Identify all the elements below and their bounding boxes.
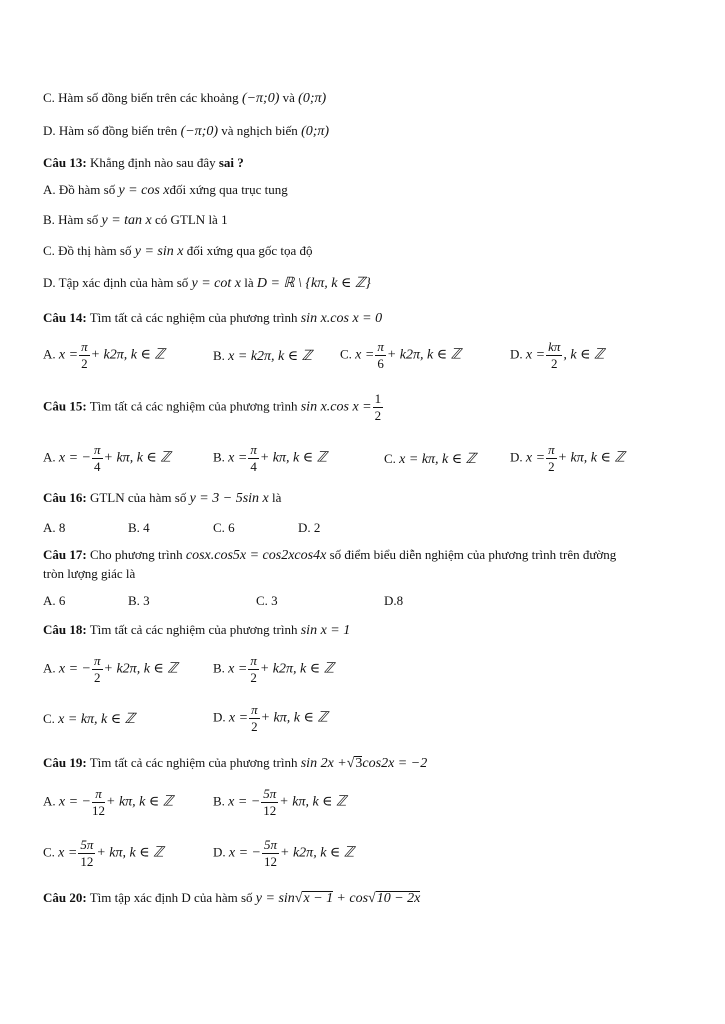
option-text: D. Hàm số đồng biến trên [43,123,178,138]
math-expr: x = [58,845,78,861]
radicand: 3 [355,756,363,771]
fraction [249,703,260,734]
numerator: π [377,339,384,354]
fraction [92,654,103,685]
fraction [79,340,90,371]
option-text: B. Hàm số [43,212,99,227]
denominator: 4 [94,459,101,474]
numerator: 5π [80,837,94,852]
math-expr: , k ∈ ℤ [563,347,605,363]
option-label: A. [43,660,56,676]
math-expr: sin x.cos x = 0 [300,311,383,326]
fraction [261,787,278,818]
question-text: Tìm tất cả các nghiệm của phương trình [89,755,298,770]
fraction [262,838,279,869]
question-number: Câu 15: [43,398,87,414]
fraction [546,443,557,474]
math-expr: y = 3 − 5sin x [189,491,269,506]
numerator: π [94,442,101,457]
option-label: A. [43,793,56,809]
denominator: 12 [80,854,94,869]
math-interval: (−π;0) [241,91,280,106]
radicand: 10 − 2x [376,891,421,906]
q19-option-a [43,787,173,818]
denominator: 4 [250,459,257,474]
option-label: B. [213,449,225,465]
q18-option-a [43,654,178,685]
math-expr: y = sin x [134,244,184,259]
q17-option-d: D.8 [384,593,404,608]
q15-option-d [510,443,625,474]
math-expr: y = cos x [118,183,170,198]
math-expr: x = [525,347,546,363]
math-expr: y = cot x [191,276,241,291]
q14-option-b [213,348,312,365]
denominator: 2 [550,356,558,371]
option-label: D. [510,346,523,362]
q19-option-d [213,838,354,869]
question-text: Tìm tất cả các nghiệm của phương trình [89,622,298,637]
math-expr: sin 2x + [300,756,347,771]
math-expr: y = tan x [101,213,152,228]
denominator: 12 [264,854,277,869]
math-expr: D = ℝ \ {kπ, k ∈ ℤ} [256,276,371,291]
math-expr: x = [58,347,79,363]
question-text: là [272,490,282,505]
question-14 [43,310,382,327]
q15-option-c [384,451,476,468]
fraction [546,340,562,371]
math-expr: sin x = 1 [300,623,351,638]
question-text: Tìm tất cả các nghiệm của phương trình [89,310,298,325]
numerator: kπ [548,339,561,354]
q16-option-b: B. 4 [128,520,150,535]
option-text: C. Hàm số đồng biến trên các khoảng [43,90,239,105]
math-expr: + k2π, k ∈ ℤ [90,347,165,363]
numerator: π [548,442,555,457]
math-expr: + kπ, k ∈ ℤ [106,794,174,810]
radicand: x − 1 [303,891,334,906]
math-expr: x = [228,661,248,677]
question-emphasis: sai ? [218,155,244,170]
option-c-line [43,90,326,107]
q15-option-b [213,443,327,474]
option-label: A. [43,449,56,465]
q18-option-c [43,711,135,728]
option-d-line [43,123,329,140]
question-text: Cho phương trình [89,547,183,562]
q13-option-c [43,243,313,260]
q15-option-a [43,443,171,474]
math-expr: x = − [58,794,91,810]
q14-option-c [340,340,461,371]
math-expr: x = k2π, k ∈ ℤ [228,349,313,364]
denominator: 2 [548,459,555,474]
math-expr: x = [355,347,375,363]
question-number: Câu 19: [43,755,87,770]
math-expr: x = kπ, k ∈ ℤ [399,452,477,467]
fraction [373,392,384,423]
question-17 [43,547,616,564]
denominator: 2 [374,408,382,423]
math-expr: sin x.cos x = [300,399,372,415]
q18-option-d [213,703,328,734]
q17-option-a: A. 6 [43,593,66,608]
numerator: 5π [263,786,277,801]
sqrt-expr: √10 − 2x [368,891,421,906]
q19-option-c [43,838,164,869]
numerator: 5π [264,837,278,852]
numerator: π [94,653,101,668]
math-expr: + kπ, k ∈ ℤ [96,845,164,861]
connector-text: và [282,90,295,105]
math-expr: cosx.cos5x = cos2xcos4x [185,548,327,563]
numerator: π [92,787,105,803]
option-label: B. [213,793,225,809]
math-expr: + k2π, k ∈ ℤ [259,661,335,677]
math-expr: x = − [58,450,91,466]
math-expr: + kπ, k ∈ ℤ [103,450,171,466]
q17-option-c: C. 3 [256,593,278,608]
question-text: Tìm tất cả các nghiệm của phương trình [89,398,298,414]
option-label: C. [43,844,55,860]
question-number: Câu 14: [43,310,87,325]
question-number: Câu 16: [43,490,87,505]
math-interval: (−π;0) [180,124,219,139]
option-text: có GTLN là 1 [155,212,228,227]
q14-option-d [510,340,604,371]
math-expr: cos2x = −2 [362,756,428,771]
option-label: B. [213,348,225,363]
option-text: C. Đồ thị hàm số [43,243,132,258]
math-expr: + cos [336,891,369,906]
math-expr: y = sin [255,891,295,906]
fraction [248,654,259,685]
question-19 [43,755,427,772]
q16-option-a: A. 8 [43,520,66,535]
question-text-continued: tròn lượng giác là [43,566,136,581]
option-label: D. [510,449,523,465]
option-label: D. [213,709,226,725]
option-text: đối xứng qua gốc tọa độ [186,243,313,258]
math-interval: (0;π) [298,91,327,106]
question-text: Khẳng định nào sau đây [89,155,216,170]
option-label: C. [384,451,396,466]
numerator: π [251,702,258,717]
math-expr: x = [228,450,248,466]
question-13 [43,155,244,171]
math-expr: + k2π, k ∈ ℤ [280,845,355,861]
q14-option-a [43,340,165,371]
q16-option-c: C. 6 [213,520,235,535]
connector-text: là [244,275,254,290]
option-label: C. [340,346,352,362]
math-expr: x = [525,450,546,466]
denominator: 2 [94,670,101,685]
q16-option-d: D. 2 [298,520,321,535]
sqrt-expr: √3 [346,756,363,771]
math-expr: x = − [58,661,91,677]
option-label: D. [213,844,226,860]
math-expr: x = − [228,845,261,861]
q17-option-b: B. 3 [128,593,150,608]
question-text: GTLN của hàm số [89,490,187,505]
numerator: π [250,653,257,668]
denominator: 2 [81,356,88,371]
sqrt-expr: √x − 1 [294,891,334,906]
fraction [78,838,95,869]
math-expr: + k2π, k ∈ ℤ [386,347,462,363]
question-number: Câu 17: [43,547,87,562]
question-18 [43,622,350,639]
math-expr: + kπ, k ∈ ℤ [279,794,347,810]
question-16 [43,490,281,507]
denominator: 12 [92,803,105,818]
q13-option-b [43,212,228,229]
fraction [375,340,386,371]
math-expr: + kπ, k ∈ ℤ [557,450,625,466]
math-expr: + k2π, k ∈ ℤ [103,661,178,677]
math-interval: (0;π) [301,124,330,139]
math-expr: + kπ, k ∈ ℤ [260,710,328,726]
option-text: D. Tập xác định của hàm số [43,275,189,290]
denominator: 2 [251,719,258,734]
numerator: 1 [374,391,382,406]
math-expr: x = − [228,794,261,810]
option-text: A. Đồ hàm số [43,182,116,197]
connector-text: và nghịch biến [221,123,298,138]
question-20 [43,890,420,907]
q18-option-b [213,654,334,685]
question-number: Câu 20: [43,890,87,905]
question-15 [43,392,384,423]
q19-option-b [213,787,346,818]
q13-option-a [43,182,288,199]
fraction [92,443,103,474]
math-expr: x = kπ, k ∈ ℤ [58,712,136,727]
q13-option-d [43,275,371,292]
denominator: 12 [263,803,277,818]
math-expr: x = [228,710,249,726]
option-label: C. [43,711,55,726]
numerator: π [81,339,88,354]
option-label: A. [43,346,56,362]
question-number: Câu 13: [43,155,87,170]
denominator: 2 [250,670,257,685]
question-text: số điểm biểu diễn nghiệm của phương trình trên đường [329,547,617,562]
option-text: đối xứng qua trục tung [169,182,288,197]
question-number: Câu 18: [43,622,87,637]
question-text: Tìm tập xác định D của hàm số [89,890,253,905]
fraction [248,443,259,474]
numerator: π [250,442,257,457]
fraction [92,787,105,818]
option-label: B. [213,660,225,676]
denominator: 6 [377,356,384,371]
math-expr: + kπ, k ∈ ℤ [259,450,328,466]
